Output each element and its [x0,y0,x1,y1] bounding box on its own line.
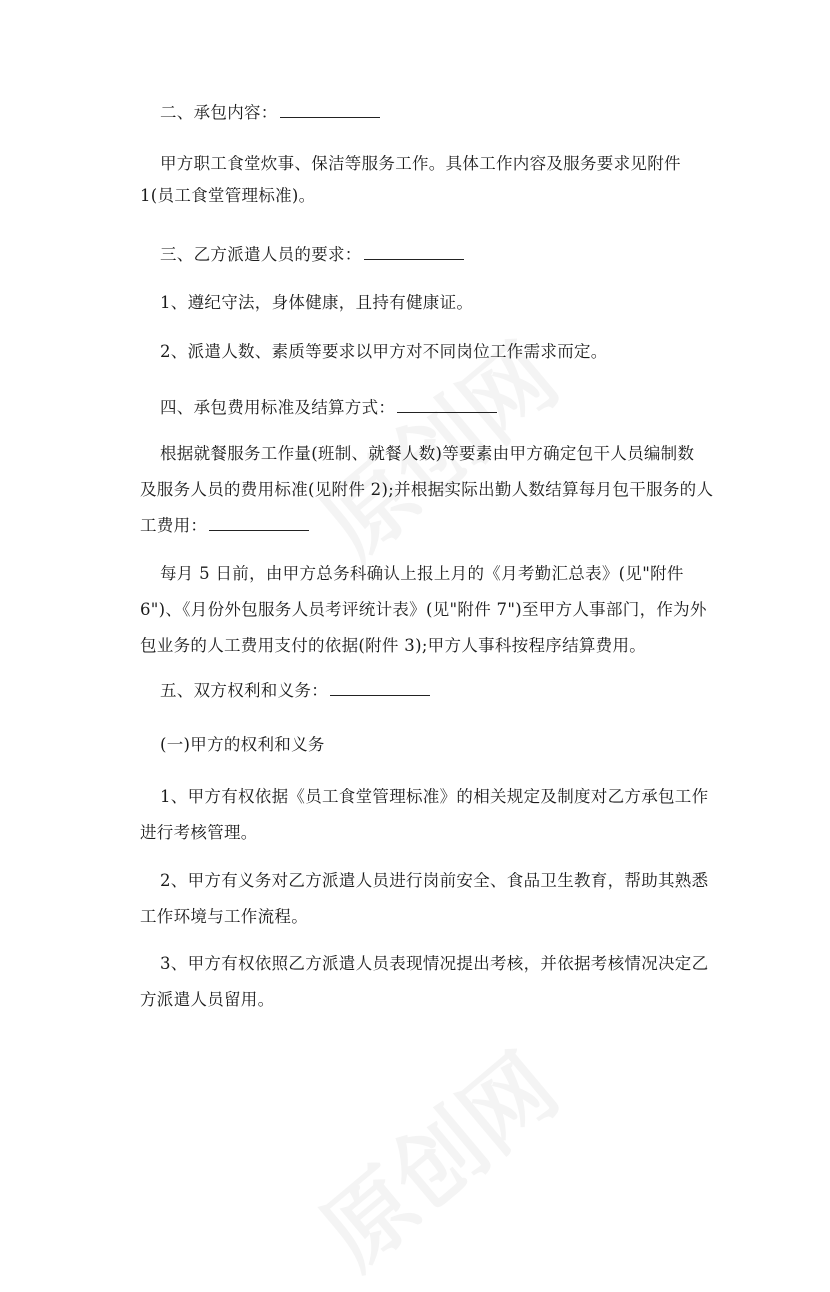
subsection-heading: (一)甲方的权利和义务 [160,735,325,754]
section-heading-staff-requirements: 三、乙方派遣人员的要求： [160,237,464,273]
list-item: 1、遵纪守法，身体健康，且持有健康证。 [160,293,474,312]
watermark [290,1018,580,1291]
paragraph: 根据就餐服务工作量(班制、就餐人数)等要素由甲方确定包干人员编制数 及服务人员的费用标准(见附件 2);并根据实际出勤人数结算每月包干服务的人 工费用： [140,444,714,535]
section-heading-rights-obligations: 五、双方权利和义务： [160,673,430,709]
list-item: 3、甲方有权依照乙方派遣人员表现情况提出考核，并依据考核情况决定乙 方派遣人员留用。 [140,954,709,1009]
section-heading-fee-settlement: 四、承包费用标准及结算方式： [160,390,497,426]
blank-line [330,681,430,696]
section-heading-contract-content: 二、承包内容： [160,95,380,131]
paragraph: 甲方职工食堂炊事、保洁等服务工作。具体工作内容及服务要求见附件 1(员工食堂管理标准)。 [140,154,681,205]
list-item: 1、甲方有权依据《员工食堂管理标准》的相关规定及制度对乙方承包工作 进行考核管理。 [140,787,709,842]
blank-line [364,245,464,260]
blank-line [397,398,497,413]
paragraph: 每月 5 日前，由甲方总务科确认上报上月的《月考勤汇总表》(见"附件 6")、《月份外包服务人员考评统计表》(见"附件 7")至甲方人事部门，作为外 包业务的人工费用支付的依据(附件 3);甲方人事科按程序结算费用。 [140,564,707,655]
list-item: 2、甲方有义务对乙方派遣人员进行岗前安全、食品卫生教育，帮助其熟悉 工作环境与工作流程。 [140,871,709,926]
blank-line [280,103,380,118]
list-item: 2、派遣人数、素质等要求以甲方对不同岗位工作需求而定。 [160,342,608,361]
blank-line [209,516,309,531]
